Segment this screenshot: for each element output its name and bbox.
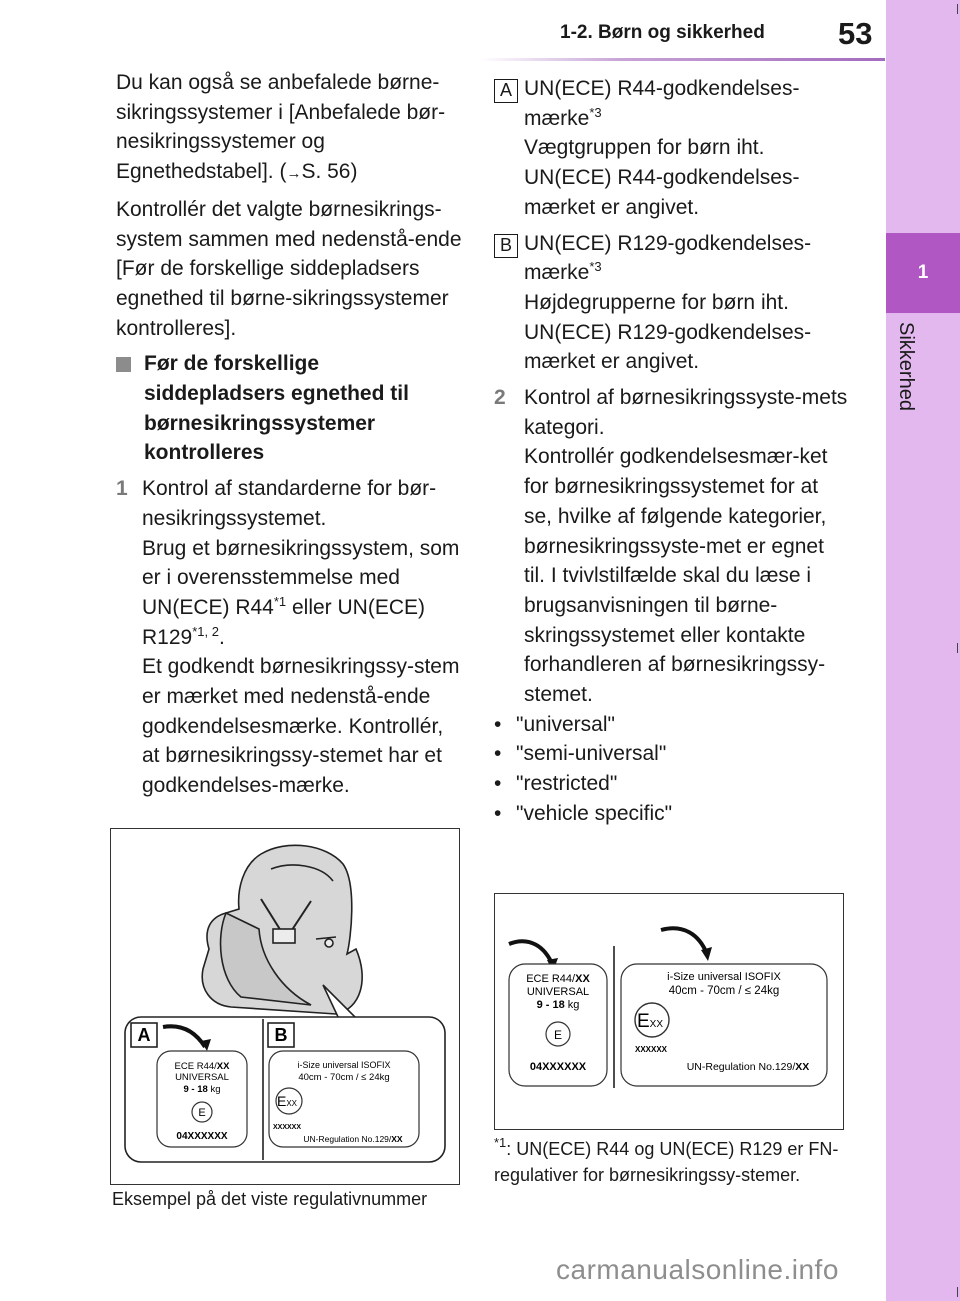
callout-a: A — [494, 79, 518, 103]
bullet-icon: • — [494, 801, 502, 825]
category-text: "semi-universal" — [516, 742, 667, 766]
item-title: UN(ECE) R44-godkendelses-mærke — [524, 77, 800, 130]
intro-paragraph — [116, 68, 466, 189]
crop-mark — [957, 643, 958, 653]
arrow-b-icon — [661, 928, 707, 954]
r129-approval-code: XXXXXX — [634, 1045, 668, 1054]
footnote — [494, 1136, 844, 1188]
category-text: "restricted" — [516, 772, 618, 796]
step-number: 2 — [494, 386, 506, 410]
step-body: Kontrollér godkendelsesmær-ket for børnesikringssystemet for at se, hvilke af følgende kategorier, børnesikringssyste-met er egnet til. I tvivlstilfælde skal du læse i brugsanvisningen til børne-skringssystemet eller kontakte forhandleren af børnesikringssy-stemet. — [524, 445, 828, 707]
callout-b: B — [274, 1025, 288, 1045]
callout-b: B — [494, 234, 518, 258]
callout-a: A — [137, 1025, 151, 1045]
step-text: Brug et børnesikringssystem, som er i overensstemmelse med UN(ECE) R44 — [142, 536, 460, 619]
figure-caption: Eksempel på det viste regulativnummer — [112, 1189, 428, 1209]
category-text: "universal" — [516, 712, 615, 736]
footnote-ref: *3 — [589, 259, 602, 275]
r44-header: ECE R44/XX — [174, 1061, 230, 1072]
r129-approval-code: XXXXXX — [272, 1124, 302, 1131]
footnote-ref: *3 — [589, 104, 602, 120]
category-item — [494, 710, 850, 740]
e-mark-text: EXX — [276, 1093, 298, 1109]
category-item — [494, 739, 850, 769]
crop-mark — [957, 4, 958, 14]
page-ref-arrow-icon: → — [286, 165, 302, 183]
footnote-ref: *1 — [273, 593, 287, 609]
step-body — [142, 534, 466, 653]
e-mark-text: E — [553, 1028, 563, 1042]
crop-mark — [957, 1287, 958, 1297]
square-bullet-icon — [116, 357, 131, 372]
r44-approval-code: 04XXXXXX — [176, 1131, 228, 1142]
page-number: 53 — [838, 16, 873, 51]
r129-regulation: UN-Regulation No.129/XX — [686, 1061, 810, 1073]
check-paragraph: Kontrollér det valgte børnesikrings-system sammen med nedenstå-ende [Før de forskellige siddepladsers egnethed til børne-sikringssystemer kontrolleres]. — [116, 197, 462, 340]
right-column — [494, 74, 850, 829]
bullet-icon: • — [494, 742, 502, 766]
section-subheading — [116, 349, 466, 468]
step-title: Kontrol af standarderne for bør-nesikringssystemet. — [142, 477, 437, 530]
step-number: 1 — [116, 477, 128, 501]
category-item — [494, 769, 850, 799]
item-description: Højdegrupperne for børn iht. UN(ECE) R129-godkendelses-mærket er angivet. — [524, 290, 812, 374]
running-header: 1-2. Børn og sikkerhed — [560, 22, 765, 43]
footnote-ref: *1, 2 — [192, 623, 219, 639]
chapter-strip — [886, 0, 960, 1301]
r44-weight: 9 - 18 kg — [536, 999, 580, 1011]
item-description: Vægtgruppen for børn iht. UN(ECE) R44-godkendelses-mærket er angivet. — [524, 136, 800, 219]
step-body-2: Et godkendt børnesikringssy-stem er mærket med nedenstå-ende godkendelsesmærke. Kontrollér, at børnesikringssy-stemet har et godkendelses-mærke. — [142, 655, 460, 798]
header-rule — [480, 58, 885, 61]
step-2 — [494, 383, 850, 710]
step-1 — [116, 474, 466, 801]
arrow-a-icon — [509, 941, 553, 966]
step-text: . — [218, 625, 225, 649]
footnote-text: : UN(ECE) R44 og UN(ECE) R129 er FN-regulativer for børnesikringssy-stemer. — [494, 1139, 839, 1185]
e-mark-text: EXX — [636, 1011, 664, 1032]
r129-class: i-Size universal ISOFIX — [667, 971, 781, 983]
r129-size-range: 40cm - 70cm / ≤ 24kg — [298, 1072, 390, 1083]
chapter-number: 1 — [917, 262, 929, 283]
bullet-icon: • — [494, 712, 502, 736]
r44-class: UNIVERSAL — [175, 1072, 229, 1083]
left-column — [116, 68, 466, 801]
step-title: Kontrol af børnesikringssyste-mets kategori. — [524, 386, 848, 439]
r44-header: ECE R44/XX — [526, 973, 590, 985]
item-title: UN(ECE) R129-godkendelses-mærke — [524, 231, 812, 285]
bullet-icon: • — [494, 772, 502, 796]
approval-labels-illustration — [495, 894, 842, 1128]
watermark: carmanualsonline.info — [556, 1254, 839, 1285]
r129-regulation: UN-Regulation No.129/XX — [303, 1134, 403, 1144]
r129-class: i-Size universal ISOFIX — [297, 1060, 391, 1070]
r44-weight: 9 - 18 kg — [183, 1084, 221, 1095]
approval-labels-figure — [494, 893, 844, 1130]
child-seat-icon — [202, 845, 362, 1014]
intro-text: Du kan også se anbefalede børne-sikringssystemer i [Anbefalede bør-nesikringssystemer og Egnethedstabel]. ( — [116, 71, 446, 184]
child-seat-figure — [110, 828, 460, 1185]
chapter-label: Sikkerhed — [895, 322, 917, 411]
r44-class: UNIVERSAL — [526, 986, 590, 998]
category-item — [494, 799, 850, 829]
page-reference[interactable]: S. 56) — [301, 160, 358, 184]
child-seat-illustration — [111, 829, 458, 1183]
subheading-text: Før de forskellige siddepladsers egnethed til børnesikringssystemer kontrolleres — [144, 352, 409, 465]
e-mark-text: E — [198, 1107, 206, 1119]
category-text: "vehicle specific" — [516, 801, 673, 825]
item-b — [494, 229, 850, 378]
footnote-mark: *1 — [494, 1135, 507, 1150]
r129-size-range: 40cm - 70cm / ≤ 24kg — [668, 985, 780, 997]
item-a — [494, 74, 850, 223]
r44-approval-code: 04XXXXXX — [529, 1061, 587, 1073]
step-text: eller UN(ECE) R129 — [142, 595, 426, 649]
